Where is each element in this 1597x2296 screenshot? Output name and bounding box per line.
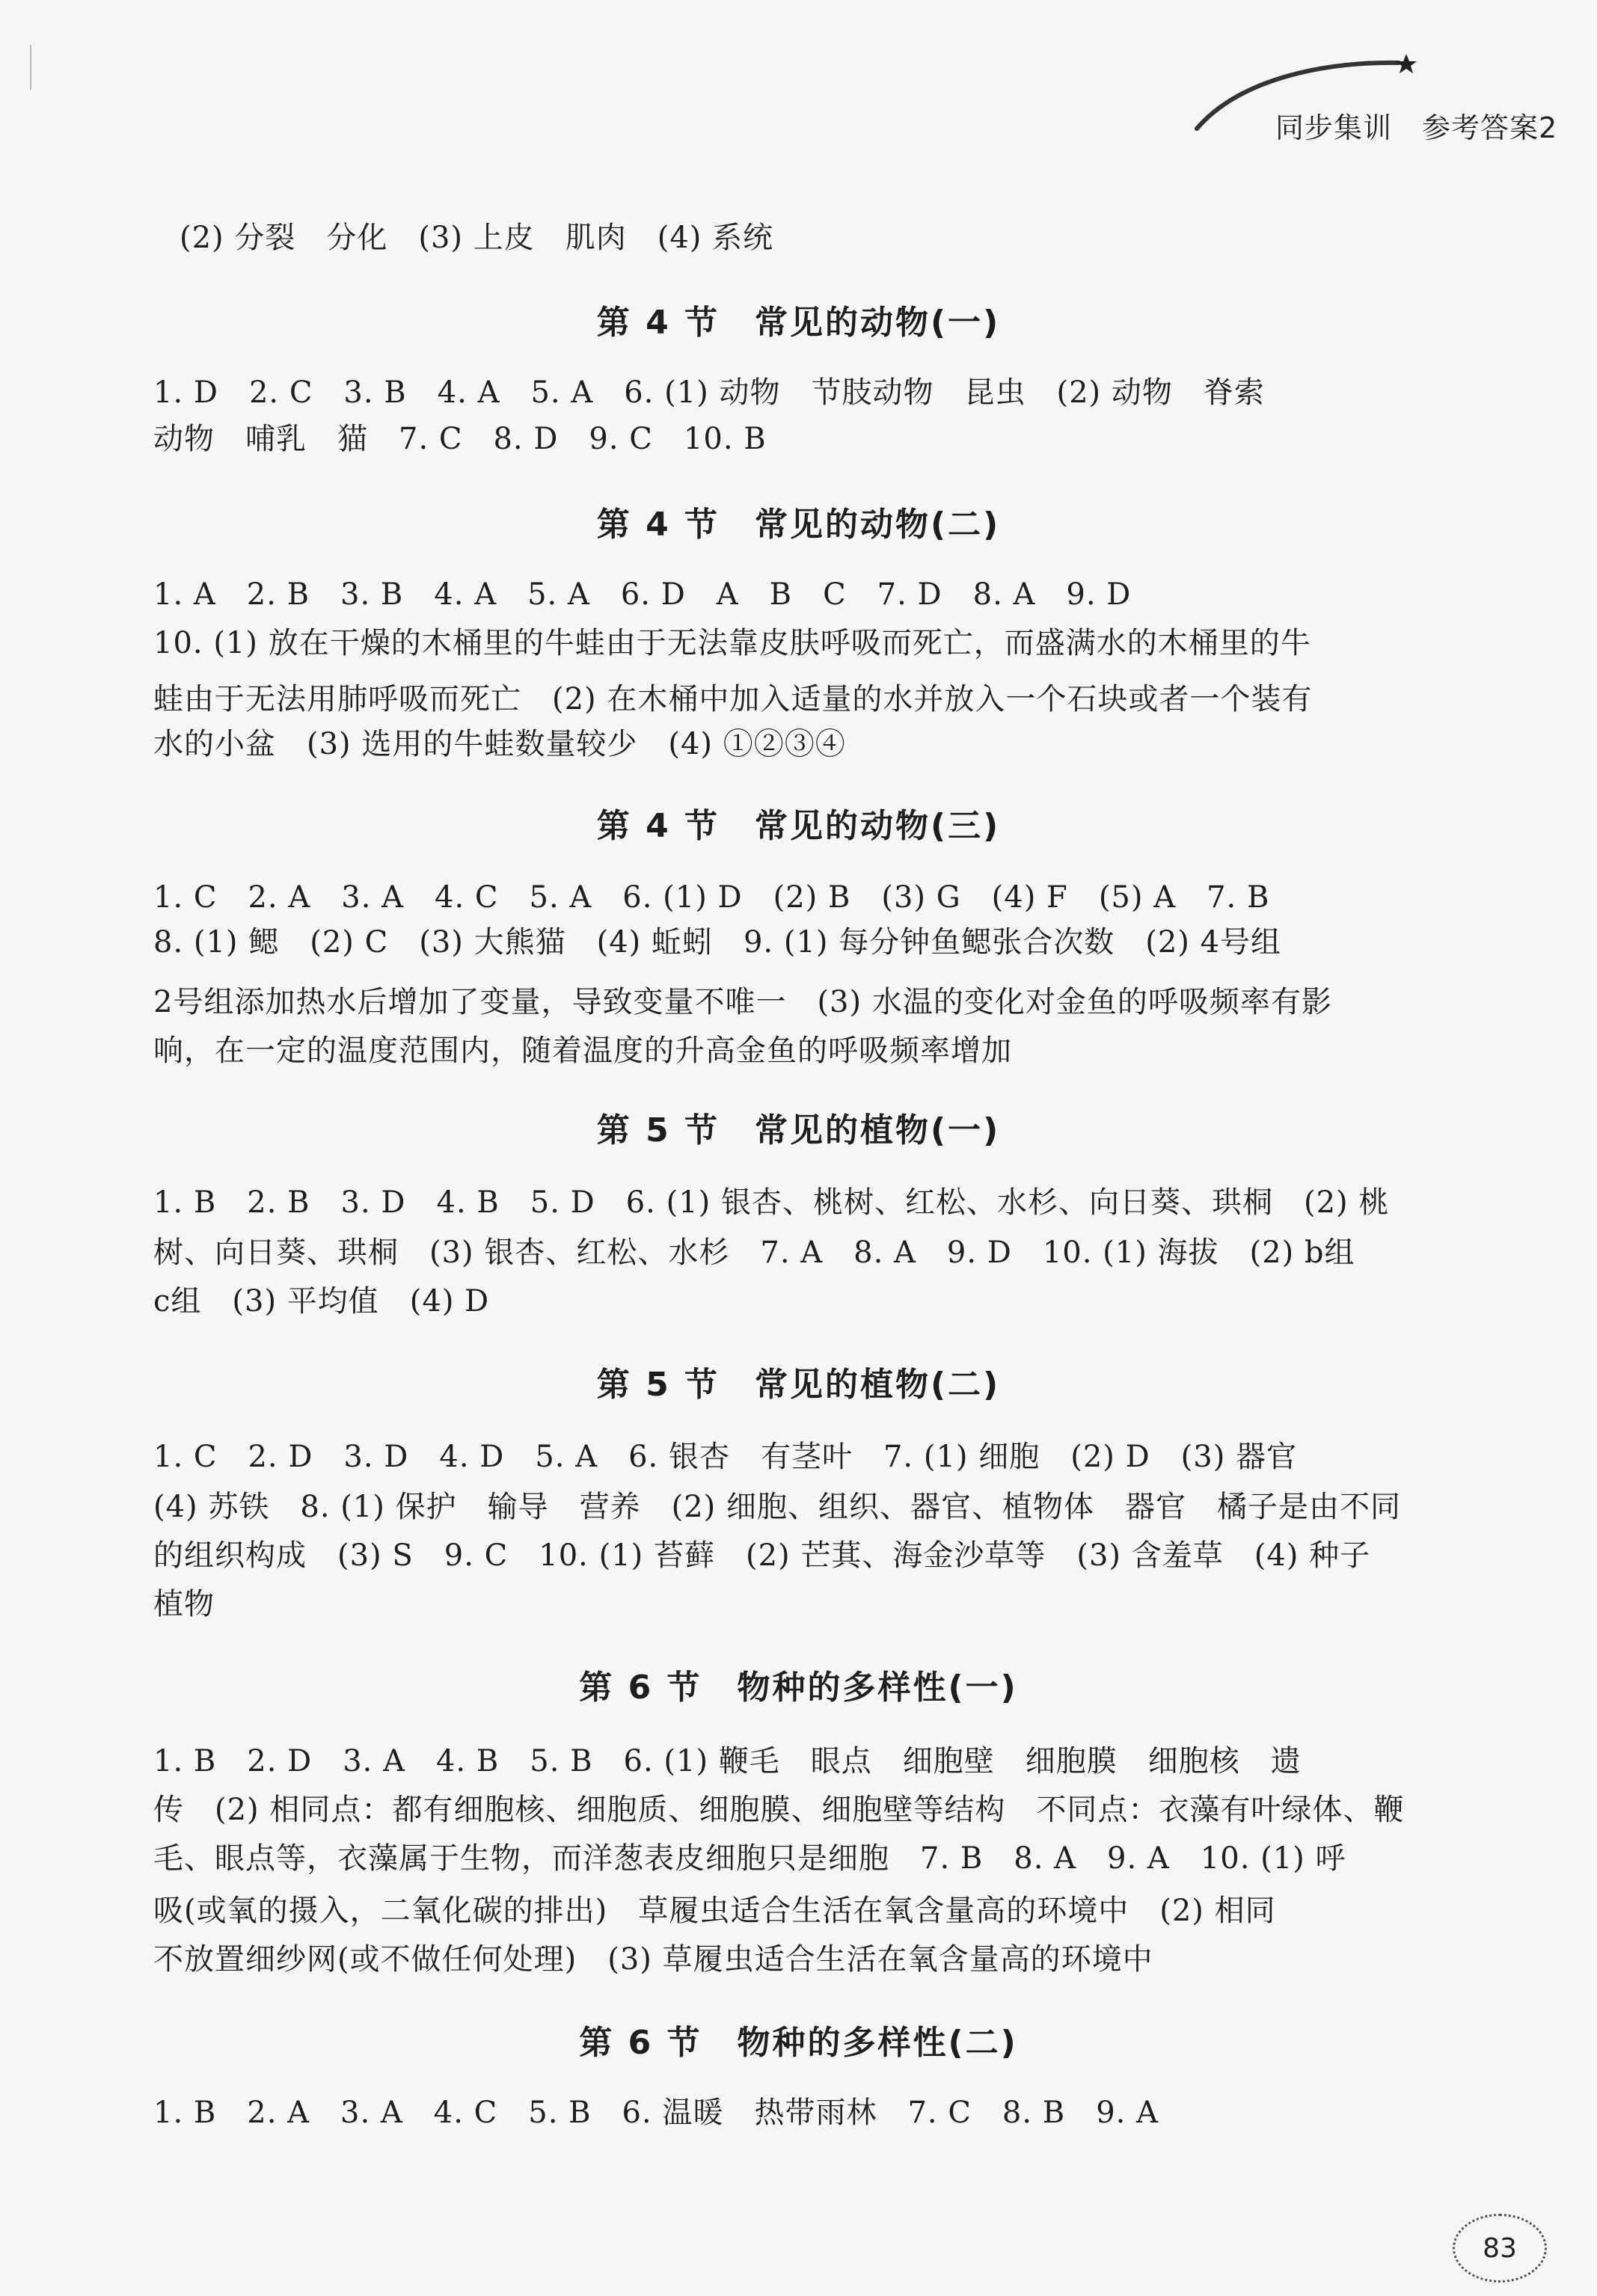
- answer-line: 2号组添加热水后增加了变量，导致变量不唯一 (3) 水温的变化对金鱼的呼吸频率有影: [153, 985, 1332, 1019]
- answer-line: 8. (1) 鳃 (2) C (3) 大熊猫 (4) 蚯蚓 9. (1) 每分钟鱼鳃张合次数 (2) 4号组: [153, 925, 1282, 960]
- page-header: [1275, 105, 1587, 146]
- answer-line: 1. B 2. A 3. A 4. C 5. B 6. 温暖 热带雨林 7. C 8. B 9. A: [153, 2096, 1159, 2130]
- answer-line: 1. D 2. C 3. B 4. A 5. A 6. (1) 动物 节肢动物 昆虫 (2) 动物 脊索: [153, 375, 1265, 410]
- section-heading: 第 4 节 常见的动物(一): [596, 304, 1001, 342]
- section-heading: 第 4 节 常见的动物(二): [596, 506, 1001, 544]
- page-edge-mark: [30, 45, 31, 90]
- answer-line: 水的小盆 (3) 选用的牛蛙数量较少 (4) ①②③④: [153, 727, 846, 761]
- page-number: 83: [1453, 2214, 1547, 2283]
- answer-line: 1. C 2. A 3. A 4. C 5. A 6. (1) D (2) B (3) G (4) F (5) A 7. B: [153, 880, 1270, 915]
- answer-line: 的组织构成 (3) S 9. C 10. (1) 苔藓 (2) 芒萁、海金沙草等 (3) 含羞草 (4) 种子: [153, 1538, 1371, 1573]
- answer-line: 1. B 2. D 3. A 4. B 5. B 6. (1) 鞭毛 眼点 细胞壁 细胞膜 细胞核 遗: [153, 1744, 1302, 1778]
- answer-line: 1. B 2. B 3. D 4. B 5. D 6. (1) 银杏、桃树、红松、水杉、向日葵、珙桐 (2) 桃: [153, 1185, 1390, 1220]
- answer-line: 1. A 2. B 3. B 4. A 5. A 6. D A B C 7. D 8. A 9. D: [153, 577, 1132, 612]
- section-heading: 第 6 节 物种的多样性(二): [579, 2024, 1018, 2062]
- answer-line: 响，在一定的温度范围内，随着温度的升高金鱼的呼吸频率增加: [153, 1034, 1012, 1068]
- section-heading: 第 5 节 常见的植物(二): [596, 1366, 1001, 1404]
- answer-line: 植物: [153, 1587, 215, 1621]
- answer-line: 树、向日葵、珙桐 (3) 银杏、红松、水杉 7. A 8. A 9. D 10. (1) 海拔 (2) b组: [153, 1236, 1355, 1270]
- header-subtitle: 参考答案2: [1422, 111, 1558, 144]
- answer-line: 1. C 2. D 3. D 4. D 5. A 6. 银杏 有茎叶 7. (1) 细胞 (2) D (3) 器官: [153, 1440, 1298, 1474]
- answer-line: 动物 哺乳 猫 7. C 8. D 9. C 10. B: [153, 422, 767, 456]
- answer-line: 毛、眼点等，衣藻属于生物，而洋葱表皮细胞只是细胞 7. B 8. A 9. A 10. (1) 呼: [153, 1841, 1346, 1876]
- section-heading: 第 4 节 常见的动物(三): [596, 807, 1001, 845]
- answer-line: 蛙由于无法用肺呼吸而死亡 (2) 在木桶中加入适量的水并放入一个石块或者一个装有: [153, 682, 1313, 716]
- answer-line: 吸(或氧的摄入，二氧化碳的排出) 草履虫适合生活在氧含量高的环境中 (2) 相同: [153, 1894, 1276, 1928]
- answer-line: (2) 分裂 分化 (3) 上皮 肌肉 (4) 系统: [180, 221, 774, 255]
- answer-line: 10. (1) 放在干燥的木桶里的牛蛙由于无法靠皮肤呼吸而死亡，而盛满水的木桶里的牛: [153, 626, 1311, 660]
- section-heading: 第 5 节 常见的植物(一): [596, 1111, 1001, 1149]
- answer-line: (4) 苏铁 8. (1) 保护 输导 营养 (2) 细胞、组织、器官、植物体 器官 橘子是由不同: [153, 1490, 1402, 1524]
- header-title: 同步集训: [1275, 111, 1393, 144]
- answer-line: 传 (2) 相同点：都有细胞核、细胞质、细胞膜、细胞壁等结构 不同点：衣藻有叶绿体、鞭: [153, 1793, 1405, 1827]
- section-heading: 第 6 节 物种的多样性(一): [579, 1669, 1018, 1707]
- answer-line: c组 (3) 平均值 (4) D: [153, 1284, 490, 1319]
- answer-line: 不放置细纱网(或不做任何处理) (3) 草履虫适合生活在氧含量高的环境中: [153, 1942, 1153, 1977]
